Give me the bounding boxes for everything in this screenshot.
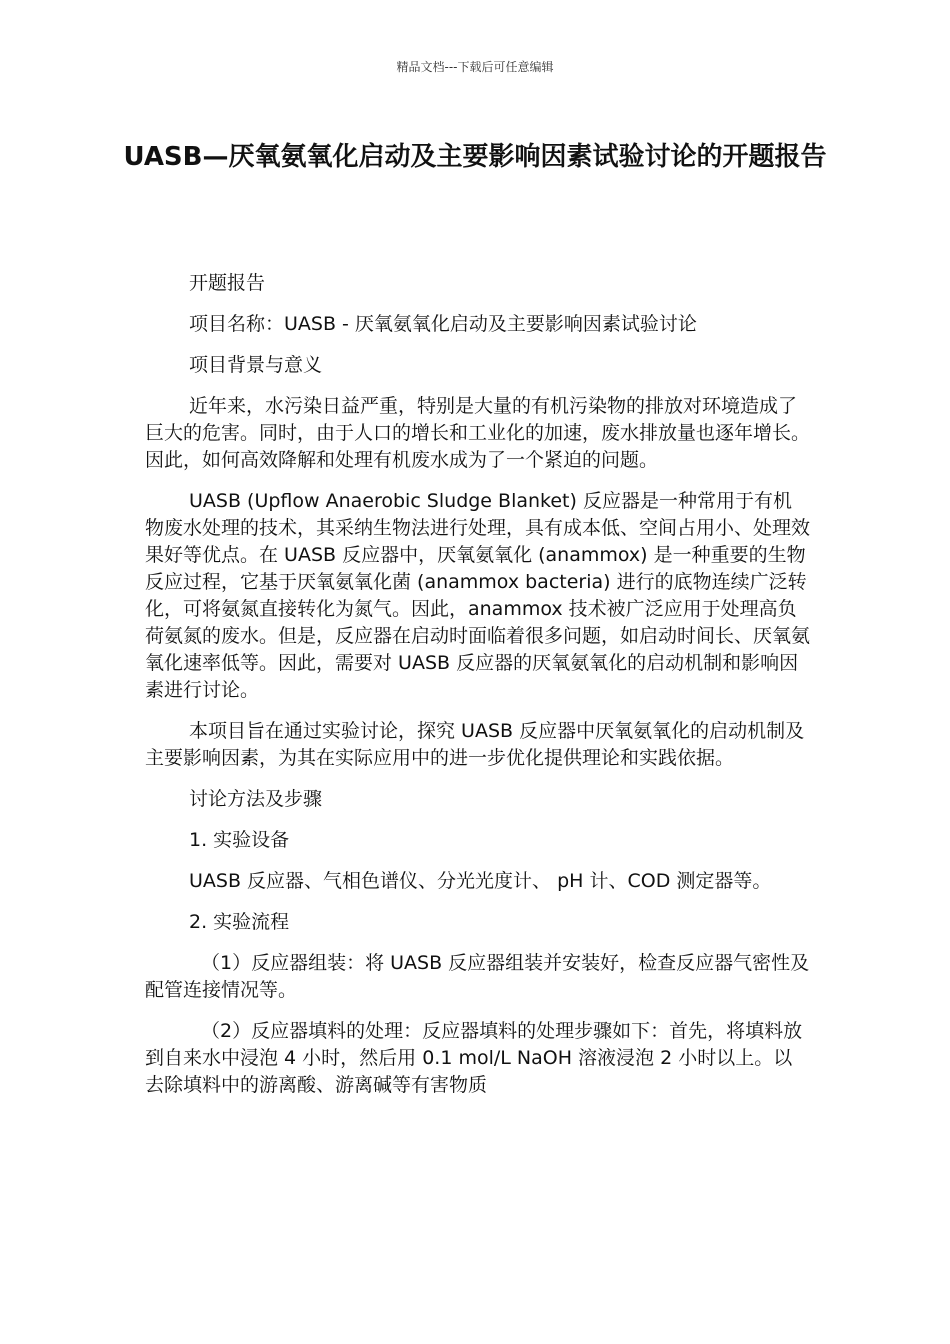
subheading-procedure: 2. 实验流程 [189, 911, 290, 933]
document-title: UASB—厌氧氨氧化启动及主要影响因素试验讨论的开题报告 [123, 142, 827, 172]
procedure-step-1: （1）反应器组装：将 UASB 反应器组装并安装好，检查反应器气密性及配管连接情况等。 [145, 952, 810, 1001]
project-name: 项目名称：UASB - 厌氧氨氧化启动及主要影响因素试验讨论 [189, 313, 697, 335]
page-header-note: 精品文档---下载后可任意编辑 [396, 60, 554, 74]
background-paragraph: 近年来，水污染日益严重，特别是大量的有机污染物的排放对环境造成了巨大的危害。同时，由于人口的增长和工业化的加速，废水排放量也逐年增长。因此，如何高效降解和处理有机废水成为了一个紧迫的问题。 [145, 395, 811, 471]
document-body [145, 270, 810, 1113]
uasb-paragraph: UASB (Upflow Anaerobic Sludge Blanket) 反应器是一种常用于有机物废水处理的技术，其采纳生物法进行处理，具有成本低、空间占用小、处理效果好等优点。在 UASB 反应器中，厌氧氨氧化 (anammox) 是一种重要的生物反应过程，它基于厌氧氨氧化菌 (anammox bacteria) 进行的底物连续广泛转化，可将氨氮直接转化为氮气。因此，anammox 技术被广泛应用于处理高负荷氨氮的废水。但是，反应器在启动时面临着很多问题，如启动时间长、厌氧氨氧化速率低等。因此，需要对 UASB 反应器的厌氧氨氧化的启动机制和影响因素进行讨论。 [145, 490, 811, 701]
section-heading-background: 项目背景与意义 [189, 354, 323, 376]
section-heading-methods: 讨论方法及步骤 [189, 788, 323, 810]
section-label-report: 开题报告 [189, 272, 266, 294]
aim-paragraph: 本项目旨在通过实验讨论，探究 UASB 反应器中厌氧氨氧化的启动机制及主要影响因素，为其在实际应用中的进一步优化提供理论和实践依据。 [145, 720, 805, 769]
equipment-list: UASB 反应器、气相色谱仪、分光光度计、 pH 计、COD 测定器等。 [189, 870, 772, 892]
subheading-equipment: 1. 实验设备 [189, 829, 290, 851]
procedure-step-2: （2）反应器填料的处理：反应器填料的处理步骤如下：首先，将填料放到自来水中浸泡 4 小时，然后用 0.1 mol/L NaOH 溶液浸泡 2 小时以上。以去除填料中的游离酸、游离碱等有害物质 [145, 1020, 803, 1096]
